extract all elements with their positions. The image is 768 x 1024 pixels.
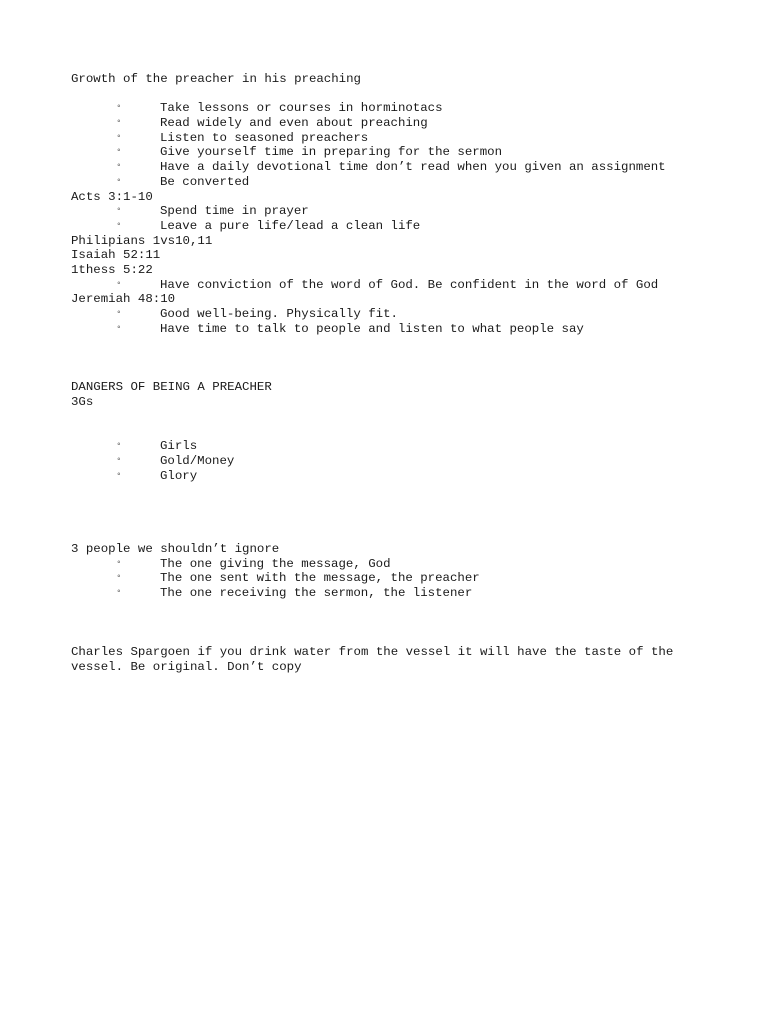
people-heading: 3 people we shouldn’t ignore <box>71 542 280 556</box>
bullet-icon: ◦ <box>116 440 123 452</box>
bullet-icon: ◦ <box>116 175 123 187</box>
list-item: ◦ Take lessons or courses in horminotacs <box>116 101 443 116</box>
bullet-icon: ◦ <box>116 278 123 290</box>
bullet-icon: ◦ <box>116 161 123 173</box>
list-item: ◦ Read widely and even about preaching <box>116 116 428 131</box>
spacer <box>71 87 711 102</box>
bullet-icon: ◦ <box>116 469 123 481</box>
bullet-icon: ◦ <box>116 322 123 334</box>
spacer <box>71 498 711 513</box>
bullet-icon: ◦ <box>116 557 123 569</box>
bullet-icon: ◦ <box>116 205 123 217</box>
scripture-reference: Acts 3:1-10 <box>71 189 153 204</box>
spacer <box>71 351 711 366</box>
scripture-reference: 1thess 5:22 <box>71 262 153 277</box>
bullet-icon: ◦ <box>116 587 123 599</box>
spacer <box>71 366 711 381</box>
bullet-icon: ◦ <box>116 219 123 231</box>
spacer <box>71 601 711 616</box>
list-item: ◦ Give yourself time in preparing for the sermon <box>116 145 503 160</box>
spacer <box>71 630 711 645</box>
list-item: ◦ Be converted <box>116 174 250 189</box>
list-item: ◦ Listen to seasoned preachers <box>116 130 369 145</box>
list-item: ◦ Gold/Money <box>116 453 235 468</box>
scripture-reference: Jeremiah 48:10 <box>71 292 176 307</box>
list-item: ◦ Leave a pure life/lead a clean life <box>116 218 421 233</box>
spacer <box>71 410 711 425</box>
spacer <box>71 615 711 630</box>
bullet-icon: ◦ <box>116 117 123 129</box>
bullet-icon: ◦ <box>116 572 123 584</box>
list-item: ◦ Have conviction of the word of God. Be confident in the word of God <box>116 277 659 292</box>
list-item: ◦ Have a daily devotional time don’t read when you given an assignment <box>116 160 666 175</box>
quote-paragraph: Charles Spargoen if you drink water from the vessel it will have the taste of the vessel. Be original. Don’t copy <box>71 644 674 674</box>
dangers-heading: DANGERS OF BEING A PREACHER <box>71 380 272 395</box>
list-item: ◦ Girls <box>116 439 198 454</box>
bullet-icon: ◦ <box>116 308 123 319</box>
scripture-reference: Philipians 1vs10,11 <box>71 233 213 248</box>
growth-heading: Growth of the preacher in his preaching <box>71 72 361 86</box>
spacer <box>71 513 711 528</box>
list-item: ◦ Spend time in prayer <box>116 204 309 219</box>
spacer <box>71 483 711 498</box>
bullet-icon: ◦ <box>116 146 123 158</box>
list-item: ◦ Good well-being. Physically fit. <box>116 307 398 321</box>
list-item: ◦ The one receiving the sermon, the listener <box>116 586 473 601</box>
list-item: ◦ The one giving the message, God <box>116 556 391 571</box>
bullet-icon: ◦ <box>116 131 123 143</box>
list-item: ◦ Have time to talk to people and listen to what people say <box>116 321 584 336</box>
list-item: ◦ Glory <box>116 468 198 483</box>
spacer <box>71 336 711 351</box>
spacer <box>71 527 711 542</box>
dangers-subheading: 3Gs <box>71 395 94 410</box>
document-page <box>71 72 711 674</box>
scripture-reference: Isaiah 52:11 <box>71 248 161 263</box>
spacer <box>71 425 711 440</box>
bullet-icon: ◦ <box>116 102 123 114</box>
list-item: ◦ The one sent with the message, the preacher <box>116 571 480 586</box>
bullet-icon: ◦ <box>116 454 123 466</box>
